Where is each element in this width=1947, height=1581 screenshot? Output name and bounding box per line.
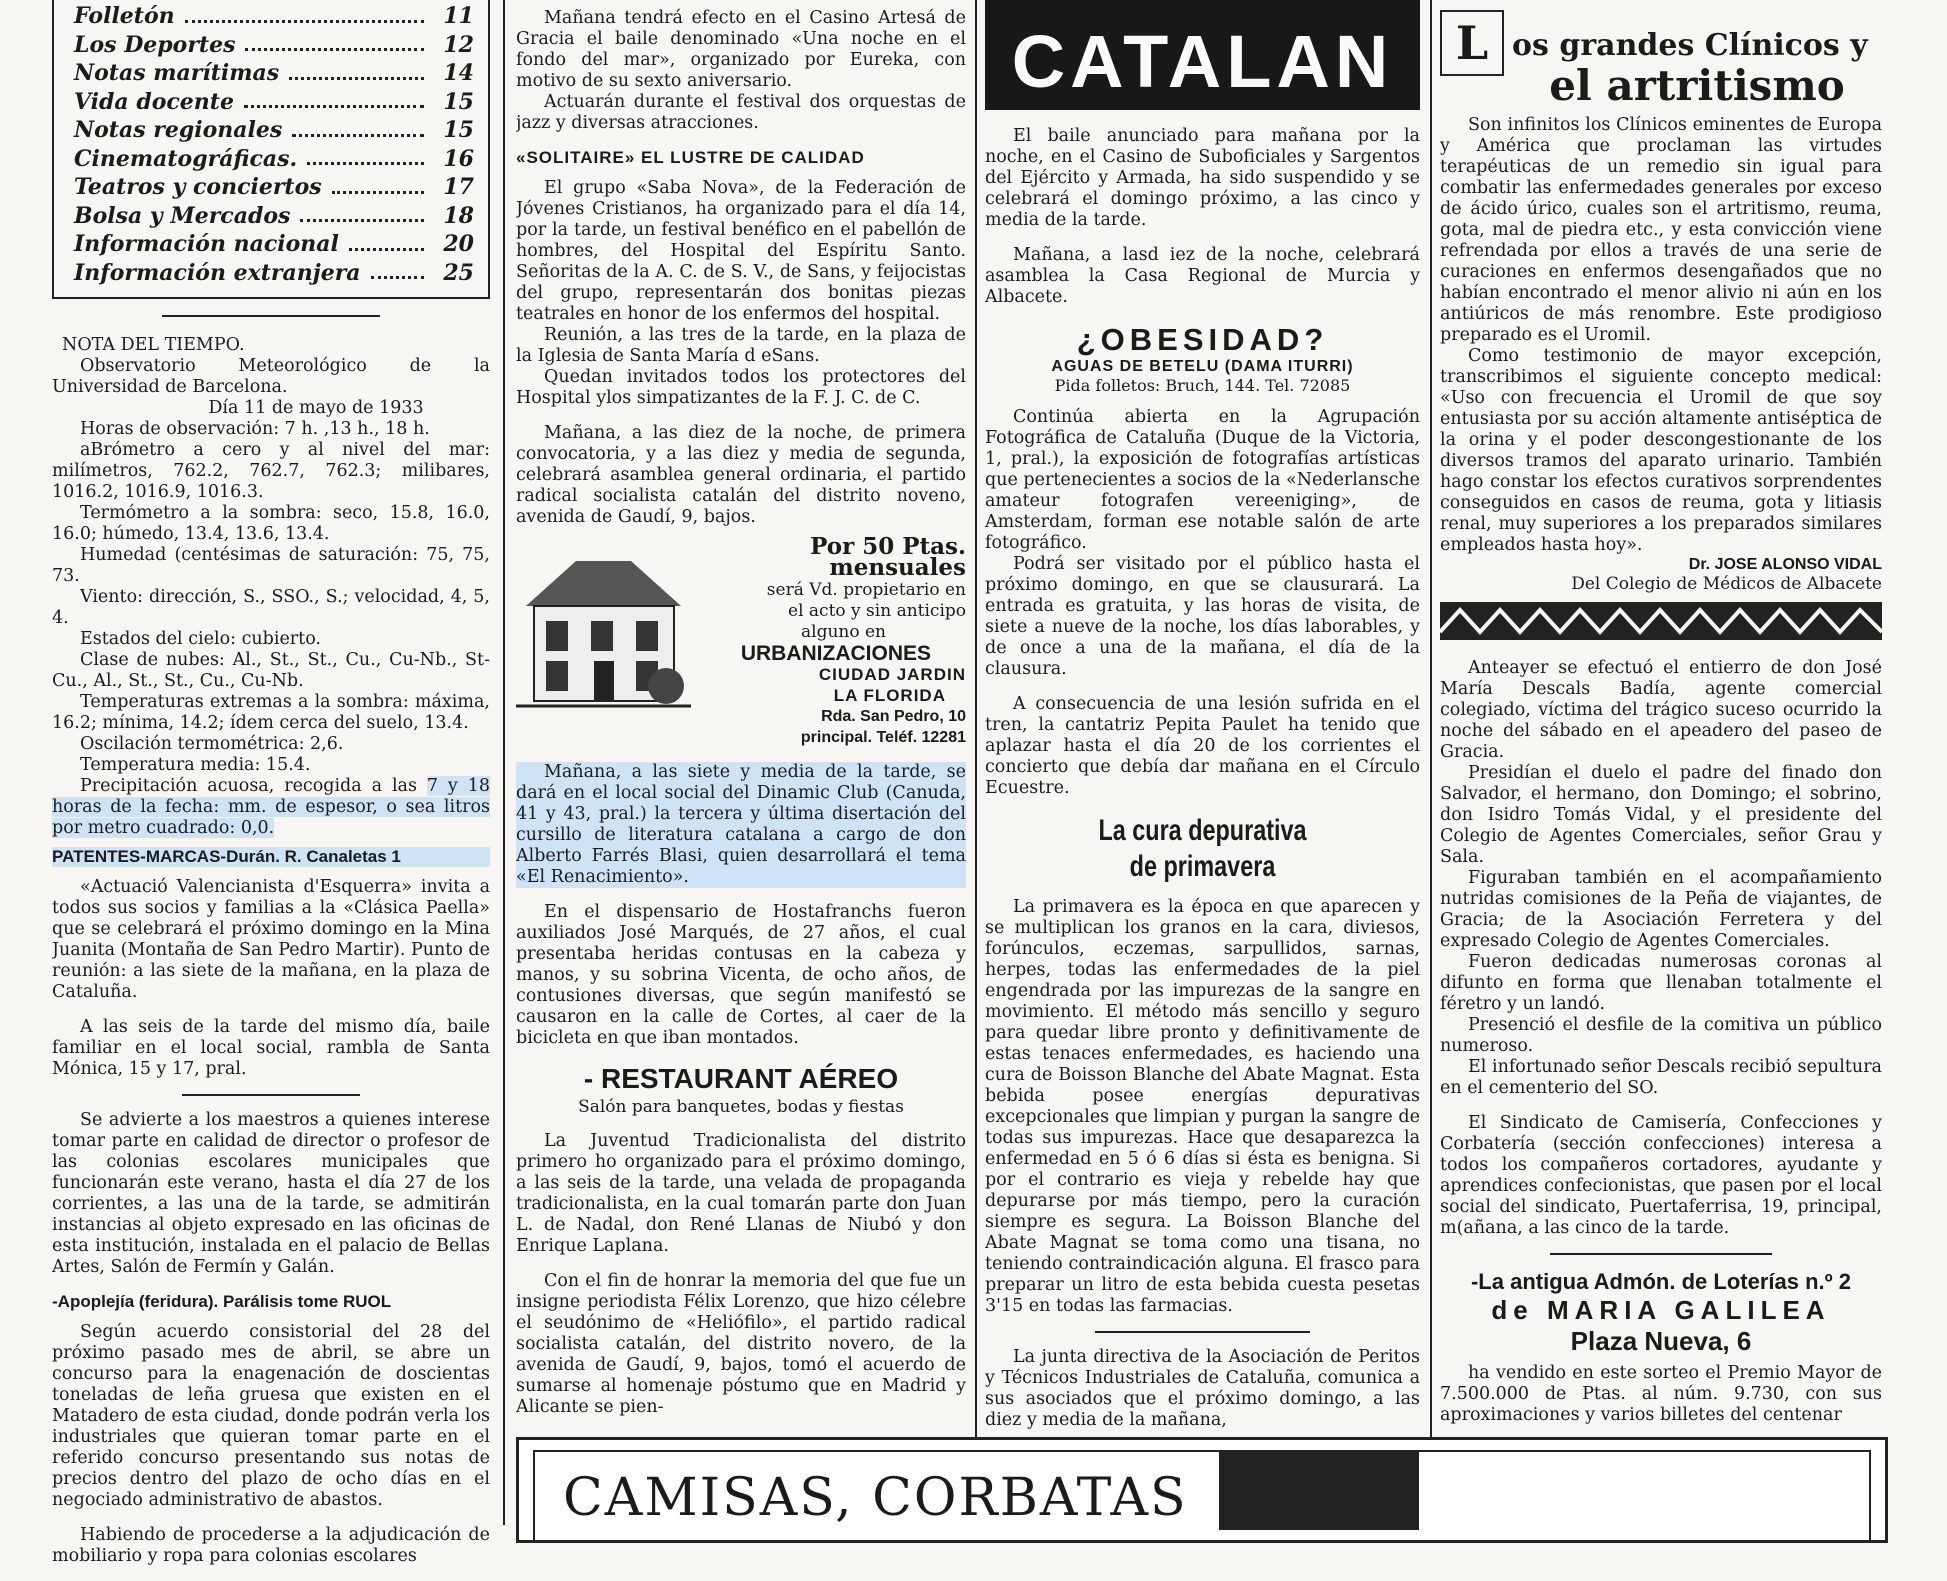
paragraph: En el dispensario de Hostafranchs fueron auxiliados José Marqués, de 27 años, el cual presentaba heridas contusas en la cabeza y manos, y su sobrina Vicenta, de ocho años, de contusiones diversas, que según manifestó se causaron en la calle de Cortes, al caer de la bicicleta en que iban montados. (516, 902, 966, 1048)
index-box (52, 0, 490, 299)
urb-name: LA FLORIDA (833, 686, 946, 705)
paragraph: Continúa abierta en la Agrupación Fotográfica de Cataluña (Duque de la Victoria, 1, pral.), la exposición de fotografías artísticas que pertenecientes a socios de la «Nederlansche amateur fotografen vereeniging», de Amsterdam, forman ese notable salón de arte fotográfico. (985, 407, 1420, 553)
weather-precipitation (52, 776, 490, 839)
paragraph: Se advierte a los maestros a quienes interese tomar parte en calidad de director o profesor de las colonias escolares municipales que funcionarán este verano, hasta el día 27 de los corrientes, a las una de la tarde, se admitirán instancias al objeto expresado en las oficinas de esta institución, instalada en el palacio de Bellas Artes, Salón de Fermín y Galán. (52, 1110, 490, 1277)
paragraph: Presidían el duelo el padre del finado don Salvador, el hermano, don Domingo; el sobrino, don Isidro Tomás Vidal, y el presidente del Colegio de Agentes Comerciales, señor Grau y Sala. (1440, 763, 1882, 867)
folletos-line: Pida folletos: Bruch, 144. Tel. 72085 (1054, 376, 1351, 395)
index-dots (307, 145, 424, 166)
paragraph: Actuarán durante el festival dos orquestas de jazz y diversas atracciones. (516, 92, 966, 133)
index-label: Notas marítimas (74, 60, 280, 86)
paragraph: A consecuencia de una lesión sufrida en el tren, la cantatriz Pepita Paulet ha tenido que aplazar hasta el día 20 de los corrientes el concierto que debía dar mañana en el Círculo Ecuestre. (985, 694, 1420, 798)
index-dots (185, 2, 424, 23)
urb-address: principal. Teléf. 12281 (800, 729, 966, 746)
paragraph: Figuraban también en el acompañamiento nutridas comisiones de la Peña de viajantes, de Gracia; de la Asociación Ferretera y del expresado Colegio de Agentes Comerciales. (1440, 868, 1882, 951)
paragraph: Mañana, a lasd iez de la noche, celebrará asamblea la Casa Regional de Murcia y Albacete. (985, 245, 1420, 307)
cura-title (985, 813, 1420, 885)
camisas-ad (516, 1437, 1888, 1543)
index-label: Vida docente (74, 88, 234, 115)
index-label: Cinematográficas. (74, 145, 298, 172)
index-dots (289, 59, 424, 80)
index-row (74, 116, 474, 145)
index-label: Teatros y conciertos (74, 174, 322, 200)
cura-title-line: La cura depurativa (1098, 814, 1307, 847)
index-dots (332, 173, 424, 194)
restaurant-subtitle: Salón para banquetes, bodas y fiestas (578, 1097, 904, 1117)
index-page: 18 (443, 202, 474, 229)
index-label: Notas regionales (74, 117, 283, 143)
index-row (74, 202, 474, 231)
divider (1550, 1253, 1772, 1255)
weather-line: Viento: dirección, S., SSO., S.; velocidad, 4, 5, 4. (52, 587, 490, 628)
paragraph: El grupo «Saba Nova», de la Federación de Jóvenes Cristianos, ha organizado para el día 14, por la tarde, un festival benéfico en el pabellón de hombres, del Hospital del Espíritu Santo. Señoritas de la A. C. de S. V., de Sans, y feijocistas del grupo, representarán dos bonitas piezas teatrales en honor de los enfermos del hospital. (516, 178, 966, 324)
paragraph: La Juventud Tradicionalista del distrito primero ho organizado para el próximo domingo, a las seis de la tarde, una velada de propaganda tradicionalista, en la cual tomarán parte don Juan L. de Nadal, don René Llanas de Niubó y don Enrique Laplana. (516, 1131, 966, 1256)
index-row (74, 2, 474, 31)
paragraph: Mañana, a las diez de la noche, de primera convocatoria, y a las diez y media de segunda, celebrará asamblea general ordinaria, el partido radical socialista catalán del distrito noveno, avenida de Gaudí, 9, bajos. (516, 423, 966, 527)
index-row (74, 145, 474, 174)
urb-line: el acto y sin anticipo (788, 601, 966, 621)
index-dots (349, 230, 424, 251)
urb-name: CIUDAD JARDIN (818, 665, 966, 684)
paragraph: Reunión, a las tres de la tarde, en la plaza de la Iglesia de Santa María d eSans. (516, 325, 966, 366)
index-page: 20 (443, 231, 474, 257)
vichy-catalan-ad (985, 0, 1420, 110)
index-page: 12 (443, 31, 474, 58)
paragraph: La junta directiva de la Asociación de Peritos y Técnicos Industriales de Cataluña, comunica a sus asociados que el próximo domingo, a las diez y media de la mañana, (985, 1347, 1420, 1430)
weather-line: aBrómetro a cero y al nivel del mar: milímetros, 762.2, 762.7, 762.3; milibares, 1016.2, 1016.9, 1016.3. (52, 440, 490, 502)
paragraph: El infortunado señor Descals recibió sepultura en el cementerio del SO. (1440, 1057, 1882, 1098)
vichy-word: CATALAN (1011, 20, 1394, 103)
obesidad-title: ¿OBESIDAD? (1076, 322, 1329, 357)
index-row (74, 88, 474, 117)
index-dots (244, 88, 424, 109)
weather-line: Oscilación termométrica: 2,6. (80, 734, 344, 754)
urbanizaciones-text (691, 533, 966, 748)
index-page: 15 (443, 117, 474, 143)
betelu-line: AGUAS DE BETELU (DAMA ITURRI) (1051, 358, 1354, 375)
index-page: 14 (443, 60, 474, 86)
weather-line: Clase de nubes: Al., St., St., Cu., Cu-Nb., St-Cu., Al., St., St., Cu., Cu-Nb. (52, 650, 490, 691)
divider (1095, 1331, 1310, 1333)
weather-line: Temperatura media: 15.4. (80, 755, 311, 775)
index-dots (245, 31, 424, 52)
paragraph: Como testimonio de mayor excepción, transcribimos el siguiente concepto medical: «Uso con frecuencia el Uromil de que soy entusiasta por su acción altamente antiséptica de la orina y el poder descongestionante de los diversos tramos del aparato urinario. También hago constar los efectos curativos sorprendentes conseguidos en casos de reuma, gota y litiasis renal, muy superiores a los preparados similares empleados hasta hoy». (1440, 346, 1882, 555)
paragraph: La primavera es la época en que aparecen y se multiplican los granos en la cara, diviesos, forúnculos, eczemas, sarpullidos, sarnas, herpes, todas las enfermedades de la piel engendrada por las impurezas de la sangre en movimiento. El método más sencillo y seguro para quedar libre pronto y definitivamente de estas tenaces enfermedades, es haciendo una cura de Boisson Blanche del Abate Magnat. Esta bebida posee energías depurativas excepcionales que limpian y purgan la sangre de todas sus impurezas. Hace que desaparezca la enfermedad en 5 ó 6 días si ésta es benigna. Si por el contrario es vieja y rebelde hay que depurarse por más tiempo, pero la curación siempre es segura. La Boisson Blanche del Abate Magnat se toma como una tisana, no teniendo contraindicación alguna. El frasco para preparar un litro de esta bebida cuesta pesetas 3'15 en todas las farmacias. (985, 897, 1420, 1316)
urbanizaciones-ad (516, 533, 966, 748)
index-page: 11 (443, 3, 474, 29)
index-label: Información extranjera (74, 259, 361, 286)
ornamental-band (1440, 602, 1882, 640)
divider (182, 1094, 360, 1096)
paragraph: El Sindicato de Camisería, Confecciones y Corbatería (sección confecciones) interesa a todos los compañeros cortadores, ayudante y aprendices confecionistas, que pasen por el local social del sindicato, Puertaferrisa, 19, principal, m(añana, a las cinco de la tarde. (1440, 1113, 1882, 1238)
index-label: Bolsa y Mercados (74, 202, 291, 229)
column-2 (516, 0, 966, 1432)
urb-line: será Vd. propietario en (766, 580, 966, 600)
column-1 (52, 0, 490, 1581)
clinicos-title-line: os grandes Clínicos y (1512, 28, 1868, 63)
column-rule (975, 0, 977, 1525)
paragraph: Fueron dedicadas numerosas coronas al difunto en forma que llenaban totalmente el féretro y un landó. (1440, 952, 1882, 1014)
solitaire-ad: «SOLITAIRE» EL LUSTRE DE CALIDAD (516, 148, 865, 167)
urb-line: alguno en (801, 622, 886, 642)
restaurant-title: - RESTAURANT AÉREO (583, 1063, 899, 1094)
paragraph: Podrá ser visitado por el público hasta el próximo domingo, en que se clausurará. La entrada es gratuita, y las horas de visita, de siete a nueve de la noche, los días laborables, y de once a una de la mañana, el día de la clausura. (985, 554, 1420, 679)
precip-text: Precipitación acuosa, recogida a las (80, 776, 417, 796)
paragraph: Según acuerdo consistorial del 28 del próximo pasado mes de abril, se abre un concurso para la enagenación de doscientas toneladas de leña gruesa que existen en el Matadero de esta ciudad, donde podrán verla los industriales que quieran tomar parte en el referido concurso presentando sus notas de precios dentro del plazo de ocho días en el negociado administrativo de abastos. (52, 1322, 490, 1510)
urb-brand: URBANIZACIONES (740, 642, 931, 665)
paragraph: A las seis de la tarde del mismo día, baile familiar en el local social, rambla de Santa Mónica, 15 y 17, pral. (52, 1017, 490, 1079)
column-rule (1430, 0, 1432, 1525)
doctor-college: Del Colegio de Médicos de Albacete (1571, 574, 1882, 594)
urb-address: Rda. San Pedro, 10 (821, 708, 966, 725)
index-dots (371, 259, 424, 280)
paragraph: «Actuació Valencianista d'Esquerra» invita a todos sus socios y familias a la «Clásica Paella» que se celebrará el próximo domingo en la Mina Juanita (Montaña de San Pedro Martir). Punto de reunión: a las siete de la mañana, en la plaza de Cataluña. (52, 877, 490, 1002)
weather-line: Termómetro a la sombra: seco, 15.8, 16.0, 16.0; húmedo, 13.4, 13.6, 13.4. (52, 503, 490, 544)
column-4 (1440, 0, 1882, 1554)
patentes-ad: PATENTES-MARCAS-Durán. R. Canaletas 1 (52, 847, 490, 867)
paragraph: Con el fin de honrar la memoria del que fue un insigne periodista Félix Lorenzo, que hizo célebre el seudónimo de «Heliófilo», el partido radical socialista catalán, del distrito novero, de la avenida de Gaudí, 9, bajos, tomó el acuerdo de sumarse al homenaje póstumo que en Madrid y Alicante se pien- (516, 1271, 966, 1417)
paragraph: Quedan invitados todos los protectores del Hospital ylos simpatizantes de la F. J. C. de C. (516, 367, 966, 408)
index-dots (300, 202, 424, 223)
paragraph: Habiendo de procederse a la adjudicación de mobiliario y ropa para colonias escolares (52, 1525, 490, 1566)
column-3 (985, 0, 1420, 1445)
urb-title: Por 50 Ptas. mensuales (810, 533, 966, 581)
paragraph: Mañana tendrá efecto en el Casino Artesá de Gracia el baile denominado «Una noche en el fondo del mar», organizado por Eureka, con motivo de su sexto aniversario. (516, 8, 966, 91)
cura-title-line: de primavera (1129, 850, 1276, 883)
doctor-name: Dr. JOSE ALONSO VIDAL (1688, 556, 1882, 573)
clinicos-header (1440, 8, 1882, 109)
divider (162, 315, 380, 317)
clinicos-title-line: el artritismo (1549, 61, 1845, 110)
index-page: 16 (443, 145, 474, 172)
paragraph: ha vendido en este sorteo el Premio Mayor de 7.500.000 de Ptas. al núm. 9.730, con sus aproximaciones y varios billetes del centenar (1440, 1363, 1882, 1425)
index-row (74, 173, 474, 202)
precip-highlight: 7 y 18 horas de la fecha: mm. de espesor, o sea litros por metro cuadrado: 0,0. (52, 776, 490, 838)
index-page: 25 (443, 259, 474, 286)
index-row (74, 31, 474, 60)
index-label: Folletón (74, 3, 175, 29)
column-rule (503, 0, 505, 1525)
index-page: 15 (443, 88, 474, 115)
weather-date: Día 11 de mayo de 1933 (208, 398, 424, 418)
index-row (74, 59, 474, 88)
weather-line: Temperaturas extremas a la sombra: máxima, 16.2; mínima, 14.2; ídem cerca del suelo, 13.4. (52, 692, 490, 733)
paragraph-highlighted: Mañana, a las siete y media de la tarde, se dará en el local social del Dinamic Club (Canuda, 41 y 43, pral.) la tercera y última disertación del cursillo de literatura catalana a cargo de don Alberto Farrés Blasi, quien desarrollará el tema «El Renacimiento». (516, 762, 966, 887)
index-row (74, 230, 474, 259)
index-page: 17 (443, 174, 474, 200)
house-illustration (516, 536, 691, 721)
camisas-title: CAMISAS, CORBATAS (563, 1468, 1188, 1528)
weather-line: Horas de observación: 7 h. ,13 h., 18 h. (80, 419, 430, 439)
index-label: Información nacional (74, 231, 339, 257)
weather-report (52, 335, 490, 839)
weather-line: Humedad (centésimas de saturación: 75, 75, 73. (52, 545, 490, 586)
index-row (74, 259, 474, 288)
index-label: Los Deportes (74, 31, 236, 58)
weather-line: Estados del cielo: cubierto. (80, 629, 321, 649)
paragraph: Anteayer se efectuó el entierro de don José María Descals Badía, agente comercial colegiado, víctima del trágico suceso ocurrido la noche del sábado en el apeadero del paseo de Gracia. (1440, 658, 1882, 762)
weather-title: NOTA DEL TIEMPO. (62, 335, 245, 355)
index-dots (292, 116, 424, 137)
galilea-name: de MARIA GALILEA (1491, 1295, 1831, 1325)
paragraph: Presenció el desfile de la comitiva un público numeroso. (1440, 1015, 1882, 1056)
ornamental-initial: L (1440, 10, 1504, 76)
apoplejia-ad: -Apoplejía (feridura). Parálisis tome RUOL (52, 1292, 392, 1311)
paragraph: El baile anunciado para mañana por la noche, en el Casino de Suboficiales y Sargentos del Ejército y Armada, ha sido suspendido y se celebrará el domingo próximo, a las cinco y media de la tarde. (985, 126, 1420, 230)
loterias-title: -La antigua Admón. de Loterías n.º 2 (1470, 1269, 1852, 1294)
ad-illustration (1219, 1450, 1419, 1530)
paragraph: Son infinitos los Clínicos eminentes de Europa y América que proclaman las virtudes terapéuticas de un remedio sin igual para combatir las enfermedades generales por exceso de ácido úrico, cuales son el artritismo, reuma, gota, mal de piedra etc., y esta convicción viene refrendada por ellos a través de una serie de curaciones en enfermos desengañados que no habían encontrado el menor alivio ni aún en los antiúricos de más renombre. Este prodigioso preparado es el Uromil. (1440, 115, 1882, 345)
galilea-address: Plaza Nueva, 6 (1570, 1326, 1752, 1356)
weather-line: Observatorio Meteorológico de la Universidad de Barcelona. (52, 356, 490, 397)
